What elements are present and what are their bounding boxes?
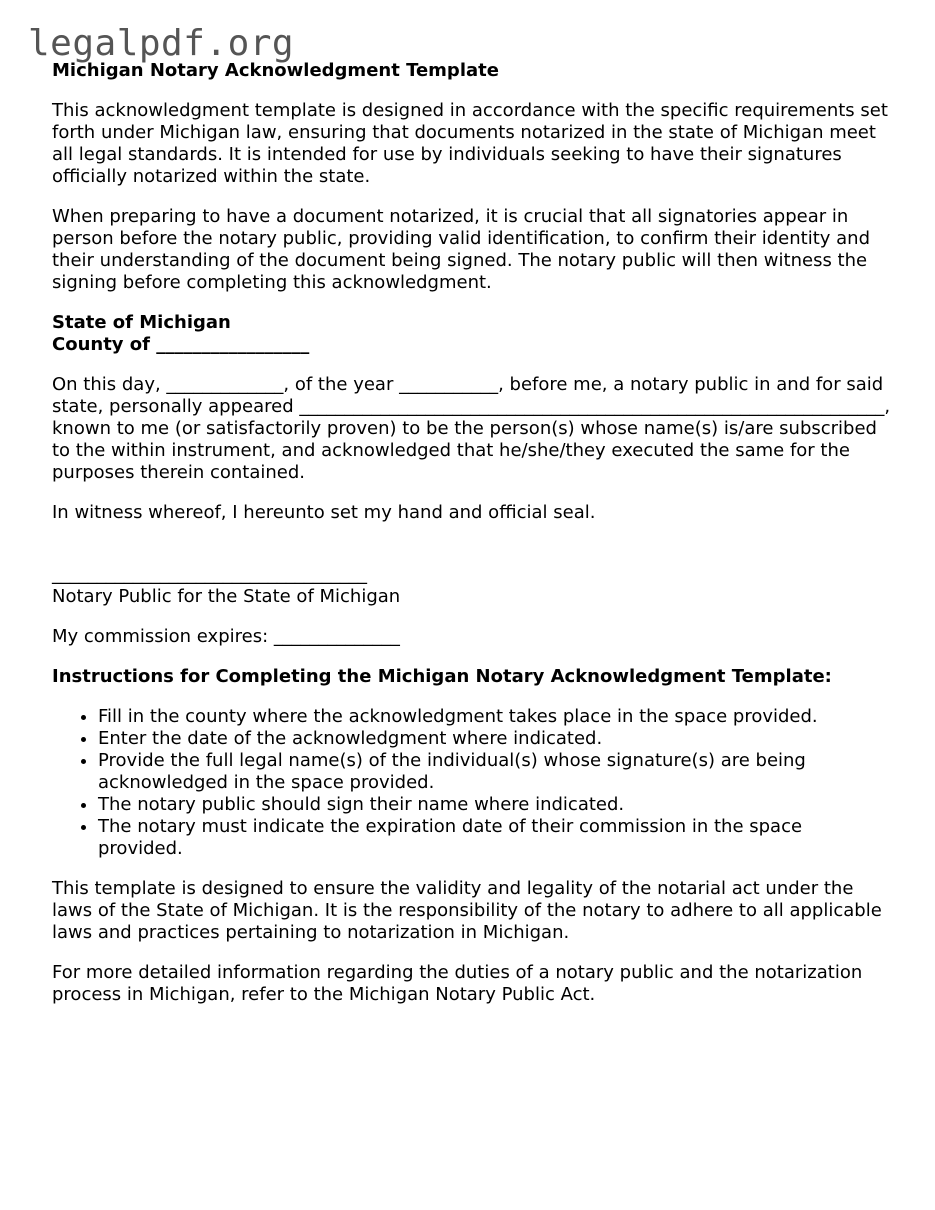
instructions-heading: Instructions for Completing the Michigan Notary Acknowledgment Template: <box>52 666 832 687</box>
document-body <box>52 60 892 1024</box>
acknowledgment-paragraph: On this day, _____________, of the year ___________, before me, a notary public in and for said state, personally appeared _________________________________________________________________, known to me (or satisfactorily proven) to be the person(s) whose name(s) is/are subscribed to the within instrument, and acknowledged that he/she/they executed the same for the purposes therein contained. <box>52 374 891 483</box>
venue-block <box>52 312 892 356</box>
instruction-item: • Enter the date of the acknowledgment where indicated. <box>98 728 892 750</box>
signature-block <box>52 542 892 608</box>
document-title: Michigan Notary Acknowledgment Template <box>52 60 499 81</box>
instruction-item: • Provide the full legal name(s) of the individual(s) whose signature(s) are being acknowledged in the space provided. <box>98 750 892 794</box>
closing-paragraph: This template is designed to ensure the validity and legality of the notarial act under the laws of the State of Michigan. It is the responsibility of the notary to adhere to all applicable laws and practices pertaining to notarization in Michigan. <box>52 878 882 943</box>
intro-paragraph: This acknowledgment template is designed in accordance with the specific requirements set forth under Michigan law, ensuring that documents notarized in the state of Michigan meet all legal standards. It is intended for use by individuals seeking to have their signatures officially notarized within the state. <box>52 100 888 187</box>
state-line: State of Michigan <box>52 312 231 333</box>
signature-caption: Notary Public for the State of Michigan <box>52 586 401 607</box>
signature-spacer <box>52 542 892 564</box>
instruction-item: • The notary must indicate the expiration date of their commission in the space provided. <box>98 816 892 860</box>
closing-paragraph: For more detailed information regarding the duties of a notary public and the notarization process in Michigan, refer to the Michigan Notary Public Act. <box>52 962 863 1005</box>
instruction-item: • Fill in the county where the acknowledgment takes place in the space provided. <box>98 706 892 728</box>
county-line: County of _________________ <box>52 334 310 355</box>
signature-line: ___________________________________ <box>52 564 367 585</box>
watermark-logo: legalpdf.org <box>28 23 295 64</box>
commission-expires-line: My commission expires: ______________ <box>52 626 400 647</box>
instruction-item: • The notary public should sign their name where indicated. <box>98 794 892 816</box>
intro-paragraph: When preparing to have a document notarized, it is crucial that all signatories appear in person before the notary public, providing valid identification, to confirm their identity and their understanding of the document being signed. The notary public will then witness the signing before completing this acknowledgment. <box>52 206 870 293</box>
witness-statement: In witness whereof, I hereunto set my hand and official seal. <box>52 502 596 523</box>
instructions-list <box>52 706 892 860</box>
